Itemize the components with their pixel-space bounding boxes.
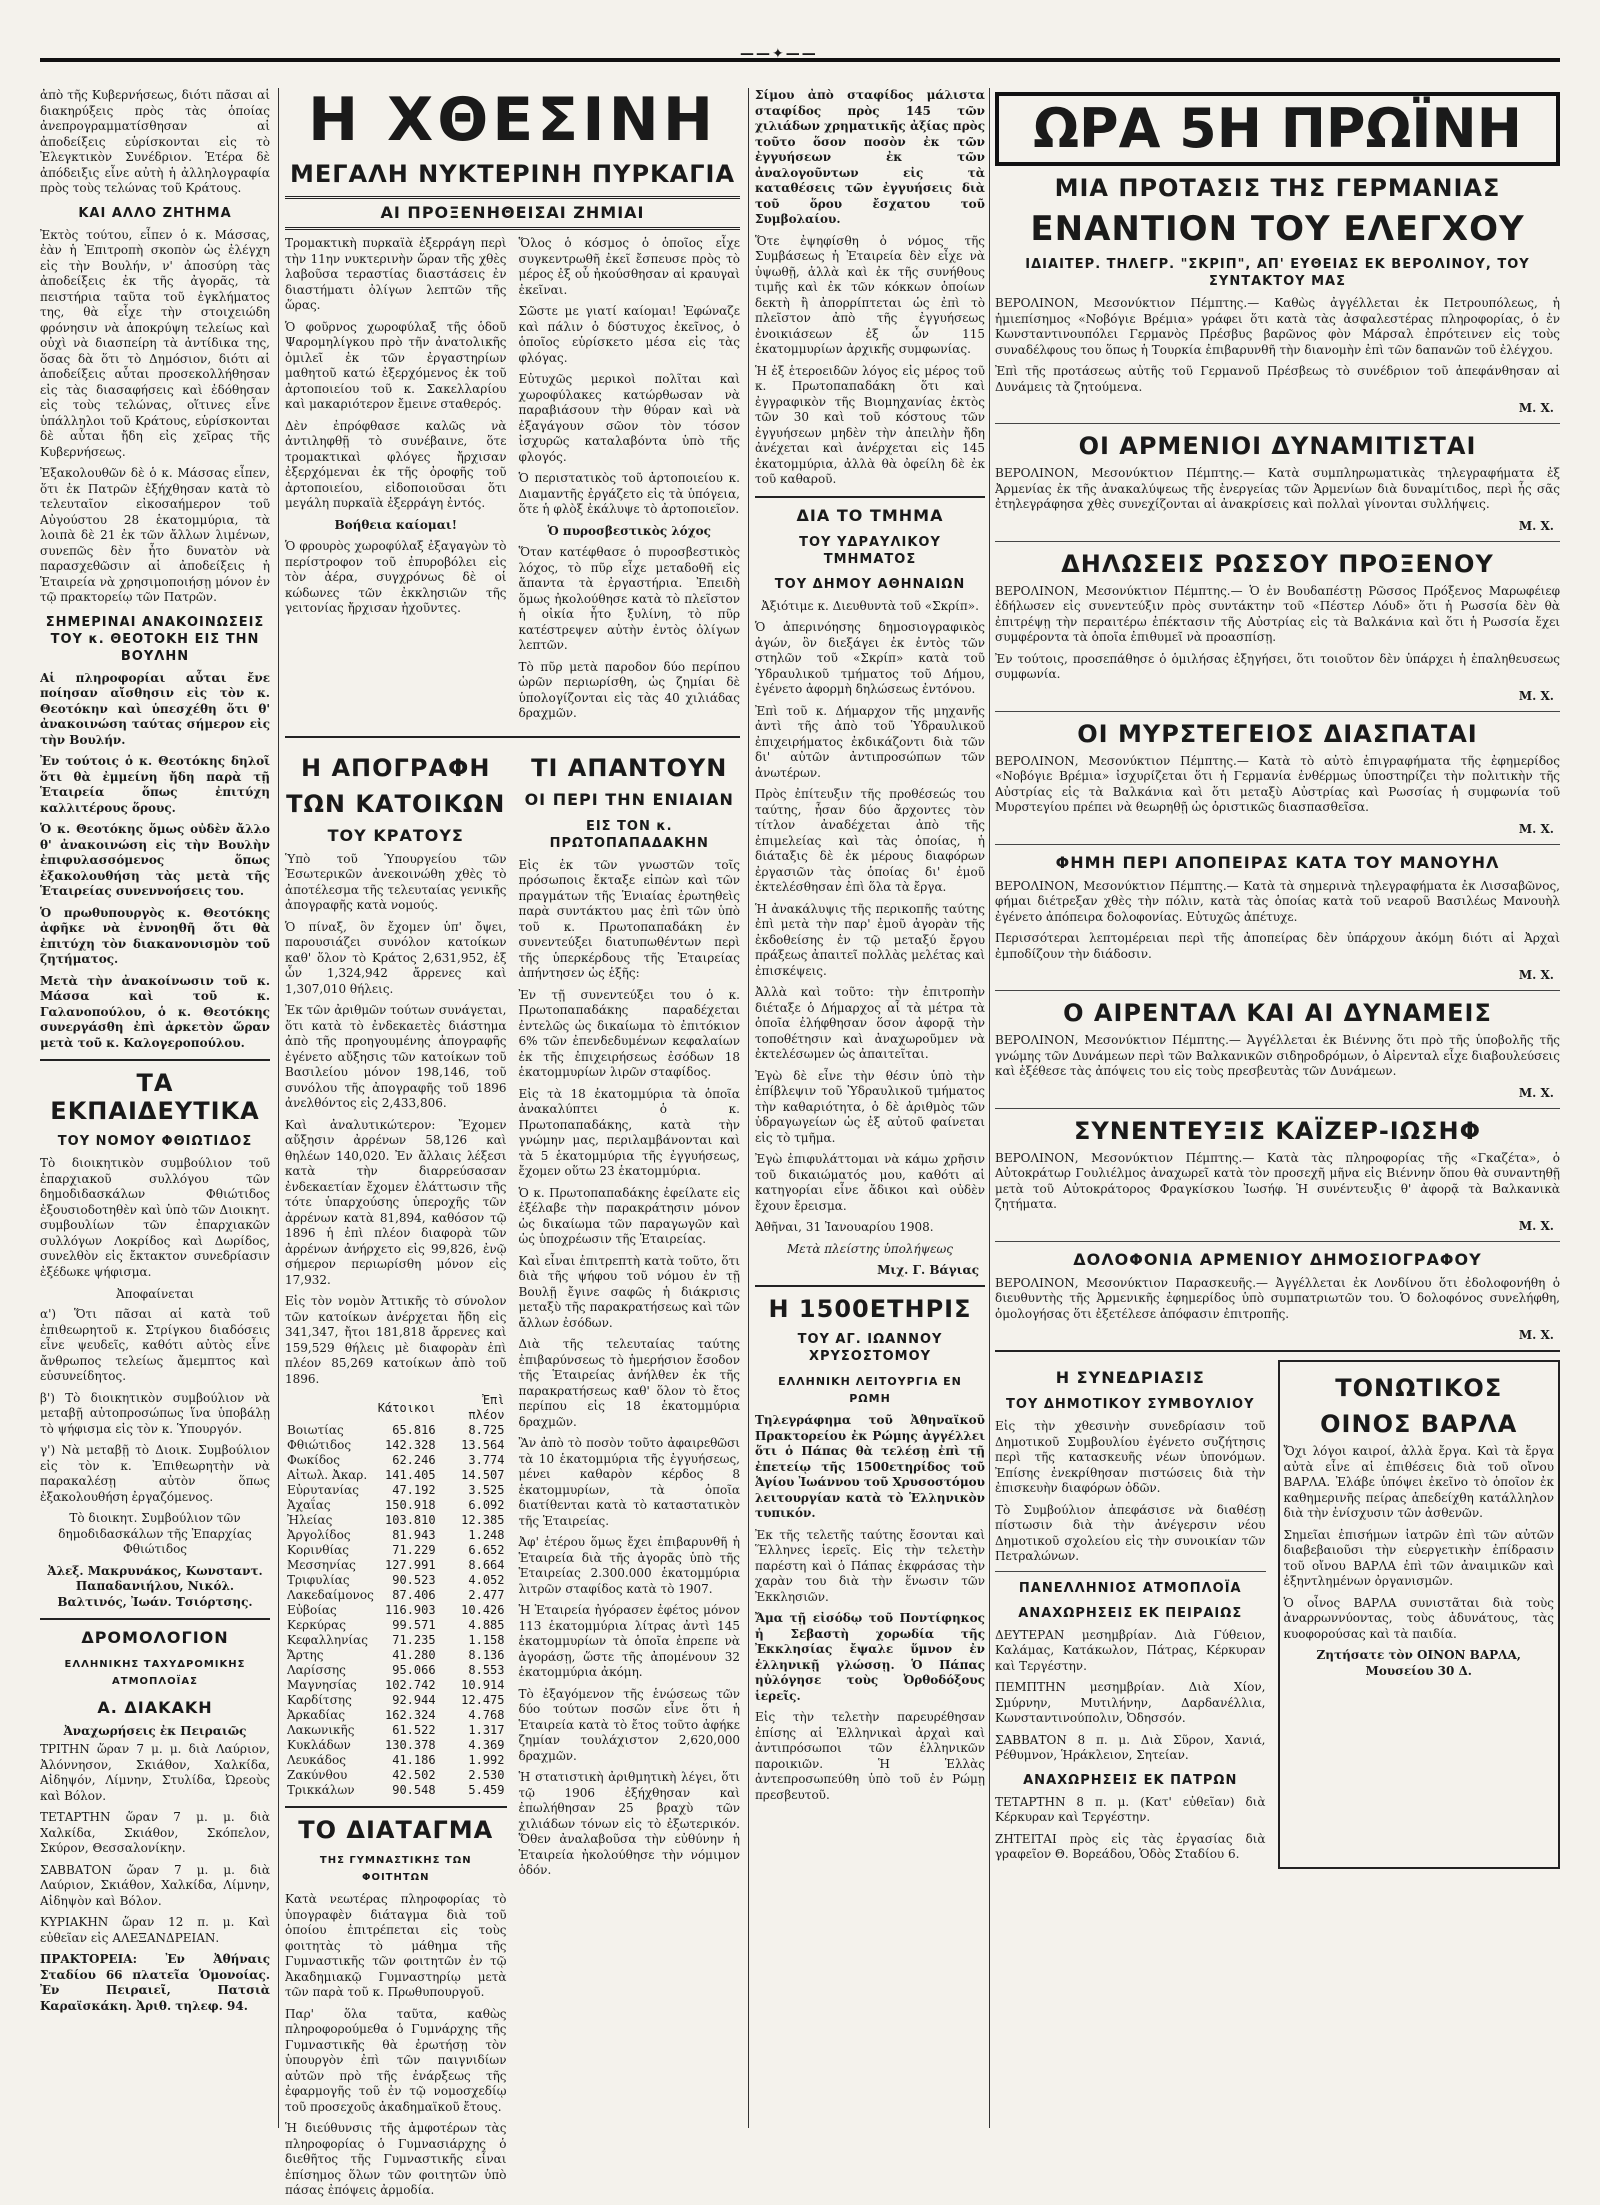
prefecture-name: Μεσσηνίας — [287, 1558, 356, 1572]
prefecture-name: Καρδίτσης — [287, 1693, 352, 1707]
divider — [285, 736, 740, 738]
inhabitants-value: 71.235 — [392, 1633, 436, 1647]
increase-value: 6.092 — [468, 1498, 505, 1512]
headline-schedule: ΔΡΟΜΟΛΟΓΙΟΝ — [81, 1628, 229, 1647]
headline-shipping-sub: ΑΝΑΧΩΡΗΣΕΙΣ ΕΚ ΠΕΙΡΑΙΩΣ — [1018, 1605, 1243, 1621]
prefecture-name: Φθιώτιδος — [287, 1438, 352, 1452]
headline-education: ΤΑ ΕΚΠΑΙΔΕΥΤΙΚΑ — [50, 1069, 260, 1125]
table-row — [285, 1603, 507, 1618]
headline-council-sub: ΤΟΥ ΔΗΜΟΤΙΚΟΥ ΣΥΜΒΟΥΛΙΟΥ — [1005, 1397, 1255, 1412]
article-text: Εἰς τὰ 18 ἑκατομμύρια τὰ ὁποῖα ἀνακαλύπτει ὁ κ. Πρωτοπαπαδάκης, κατὰ τὴν γνώμην μας, περιλαμβάνονται καὶ τὰ 5 ἑκατομμύρια τῆς ἐγγυήσεως, ἔχομεν οὕτω 23 ἑκατομμύρια. — [518, 1086, 740, 1178]
dispatch-text: Ἐπὶ τῆς προτάσεως αὐτῆς τοῦ Γερμανοῦ Πρέσβεως τὸ συνέδριον τοῦ ἀπεφάνθησαν αἱ Δυνάμεις τὰ ζητούμενα. — [995, 364, 1560, 394]
headline-anniversary-sub: ΤΟΥ ΑΓ. ΙΩΑΝΝΟΥ ΧΡΥΣΟΣΤΟΜΟΥ — [797, 1332, 943, 1364]
article-text: Ἐκτὸς τούτου, εἶπεν ὁ κ. Μάσσας, ἐὰν ἡ Ἐπιτροπὴ σκοπὸν ὡς ἐλέγχη εἰς τὴν Βουλήν, ν' ἀποσύρη τὰς ἀποδείξεις ἐκ τῆς ἀγορᾶς, τὰ πειστήρια ταῦτα τοῦ ἐγκλήματος της, θὰ εἶχε τὴν στοιχειώδη φρόνησιν νὰ ἀποκρύψη τελείως καὶ οὐχὶ νὰ διασπείρη τὰ ἀντίδικα της, ὅσας δὰ ὅτι τὸ Δημόσιον, διότι αἱ ἀποδείξεις αὗται προσεκολλήθησαν εἰς τὰς διασαφήσεις καὶ ἐδόθησαν εἰς τοὺς τελώνας, οἵτινες εἶνε ὑπάλληλοι τοῦ Κράτους, εὑρίσκονται δὲ αὗται ἤδη εἰς χεῖρας τῆς Κυβερνήσεως. — [40, 227, 270, 459]
increase-value: 12.475 — [461, 1693, 505, 1707]
column-1 — [40, 88, 270, 2020]
prefecture-name: Αἰτωλ. Ἀκαρ. — [287, 1468, 368, 1482]
divider — [285, 1806, 507, 1808]
divider — [755, 496, 985, 498]
article-text: Ὁ πίναξ, ὃν ἔχομεν ὑπ' ὄψει, παρουσιάζει συνόλον κατοίκων καθ' ὅλον τὸ Κράτος 2,631,952, ἐξ ὧν 1,324,942 ἄρρενες καὶ 1,307,010 θήλεις. — [285, 919, 507, 996]
schedule-entry: ΔΕΥΤΕΡΑΝ μεσημβρίαν. Διὰ Γύθειον, Καλάμας, Κατάκωλον, Πάτρας, Κέρκυραν καὶ Τεργέστην. — [995, 1627, 1266, 1673]
table-row — [285, 1708, 507, 1723]
prefecture-name: Ἠλείας — [287, 1513, 333, 1527]
article-text: Ἐν τούτοις ὁ κ. Θεοτόκης δηλοῖ ὅτι θὰ ἐμμείνη ἤδη παρὰ τῇ Ἑταιρεία ὅπως ἐπιτύχη καλλιτέρους ὅρους. — [40, 754, 270, 815]
article-text: Ἡ Ἑταιρεία ἠγόρασεν ἐφέτος μόνον 113 ἑκατομμύρια λίτρας ἀντὶ 145 ἑκατομμυρίων τὰ ὁποῖα ἐπρεπε νὰ ἀγοράσῃ, ὥστε τῆς ἀπομένουν 32 ἑκατομμύρια ἀκόμη. — [518, 1603, 740, 1679]
masthead-ornament: ——✦—— — [740, 46, 818, 62]
inhabitants-value: 87.406 — [392, 1588, 436, 1602]
signature: Μ. Χ. — [1518, 1085, 1554, 1100]
table-row — [285, 1768, 507, 1783]
increase-value: 10.914 — [461, 1678, 505, 1692]
ad-headline: ΤΟΝΩΤΙΚΟΣ — [1335, 1374, 1503, 1402]
article-text: Εἰς ἐκ τῶν γνωστῶν τοῖς πρόσωποις ἔκταξε εἰπὼν καὶ τῶν πραγμάτων τῆς Ἑνιαίας ἐρωτηθεὶς παρὰ συντάκτου μας ἐπὶ τῶν ὑπὸ τοῦ κ. Πρωτοπαπαδάκη ἐν συνεντεύξει διατυπωθέντων περὶ τῆς ὑπερκέρδους τῆς Ἑταιρείας ἀπήντησεν ὡς ἑξῆς: — [518, 857, 740, 980]
divider — [995, 1571, 1266, 1572]
article-text: Καὶ ἀναλυτικώτερον: Ἔχομεν αὔξησιν ἀρρένων 58,126 καὶ θηλέων 140,020. Ἐν ἄλλαις λέξεσι κατὰ τὴν διαρρεύσασαν ἐνδεκαετίαν ἔχομεν ἐλάττωσιν τῆς τότε ὑπαρχούσης ὑπεροχῆς τῶν ἀρρένων κατὰ 81,894, καθόσον τῷ 1896 ἡ ἐπὶ πλέον διαφορὰ τῶν ἀρρένων ἀνήρχετο εἰς 99,826, ἐνῷ σήμερον περιωρίσθη μόνον εἰς 17,932. — [285, 1117, 507, 1287]
headline-council: Η ΣΥΝΕΔΡΙΑΣΙΣ — [1055, 1368, 1205, 1387]
signature: Μ. Χ. — [1518, 1218, 1554, 1233]
table-row — [285, 1678, 507, 1693]
ad-text: Σημεῖαι ἐπισήμων ἰατρῶν ἐπὶ τῶν αὐτῶν διαβεβαιοῦσι τὴν εὐεργετικὴν ἐπίδρασιν τοῦ οἴνου ΒΑΡΛΑ ἐπὶ τῶν ἀναιμικῶν καὶ ἐξηντλημένων ὀργανισμῶν. — [1283, 1527, 1554, 1588]
dispatch-text: ΒΕΡΟΛΙΝΟΝ, Μεσονύκτιον Πέμπτης.— Καθὼς ἀγγέλλεται ἐκ Πετρουπόλεως, ἡ ἡμιεπίσημος «Νοβόγιε Βρέμια» γράφει ὅτι κατὰ τὰς ἀσφαλεστέρας πληροφορίας, ὁ ἐν Κωνσταντινουπόλει Γερμανὸς Πρέσβυς βαρῶνος φὸν Μάρσαλ ἐπρότεινεν εἰς τοὺς συναδέλφους του ὅπως ἡ Τουρκία ἐπιβαρυνθῆ τὴν διανομὴν ἐπὶ τῶν δαπανῶν τοῦ ἐλέγχου. — [995, 296, 1560, 357]
signature: Μ. Χ. — [1518, 688, 1554, 703]
article-text: Εὐτυχῶς μερικοὶ πολῖται καὶ χωροφύλακες κατώρθωσαν νὰ παραβιάσουν τὴν θύραν καὶ νὰ ἐξαγάγουν σῶον τὸν τόσον ἰσχυρῶς καταλαβόντα ὑπὸ τῆς φλογός. — [518, 372, 740, 464]
increase-value: 1.248 — [468, 1528, 505, 1542]
article-text: Ἐκ τῶν ἀριθμῶν τούτων συνάγεται, ὅτι κατὰ τὸ ἐνδεκαετὲς διάστημα ἀπὸ τῆς προηγουμένης ἀπογραφῆς ἐγένετο αὔξησις τῶν κατοίκων τοῦ Βασιλείου μόνον 198,146, τοῦ συνόλου τῆς ἀπογραφῆς τοῦ 1896 ἀνελθόντος εἰς 2,433,806. — [285, 1003, 507, 1110]
headline-water-sub2: ΤΟΥ ΔΗΜΟΥ ΑΘΗΝΑΙΩΝ — [774, 576, 966, 592]
increase-value: 14.507 — [461, 1468, 505, 1482]
table-row — [285, 1738, 507, 1753]
prefecture-name: Φωκίδος — [287, 1453, 340, 1467]
table-row — [285, 1498, 507, 1513]
ad-address: Ζητήσατε τὸν ΟΙΝΟΝ ΒΑΡΛΑ, Μουσείου 30 Δ. — [1316, 1648, 1521, 1678]
divider — [755, 1285, 985, 1287]
article-text: Ὁ κ. Πρωτοπαπαδάκης ἐφείλατε εἰς ἐξέλαβε τὴν παρακράτησιν μόνον ὡς δικαίωμα τῶν παραγωγῶν καὶ ὡς ὑποχρέωσιν τῆς Ἑταιρείας. — [518, 1185, 740, 1246]
article-text: Ἐξακολουθῶν δὲ ὁ κ. Μάσσας εἶπεν, ὅτι ἐκ Πατρῶν ἐξήχθησαν κατὰ τὸ τελευταῖον εἰκοσαήμερον τοῦ Αὐγούστου 28 ἑκατομμύρια, τὰ λοιπὰ δὲ 21 ἐκ τῶν ἄλλων λιμένων, συνεπῶς δὲν ἦτο δυνατὸν νὰ παρασχεθῶσιν αἱ ἀποδείξεις ἡ Ἑταιρεία νὰ χρησιμοποιήσῃ μόνον ἐν τῷ πρακτορείῳ τῶν Πατρῶν. — [40, 466, 270, 604]
signature: Μ. Χ. — [1518, 518, 1554, 533]
letter-date: Ἀθῆναι, 31 Ἰανουαρίου 1908. — [755, 1220, 934, 1234]
column-header: Κάτοικοι — [377, 1400, 436, 1415]
inhabitants-value: 130.378 — [385, 1738, 436, 1752]
table-row — [285, 1453, 507, 1468]
inhabitants-value: 92.944 — [392, 1693, 436, 1707]
article-text: Ἀλλὰ καὶ τοῦτο: τὴν ἐπιτροπὴν διέταξε ὁ Δήμαρχος αἷ τὰ μέτρα τὰ ὁποῖα ἐλήφθησαν ὅσον ἀφορᾷ τὴν τοποθέτησιν καὶ ἀναχωροῦμεν νὰ ἐκτελέσωμεν ὡς ἀπαιτεῖται. — [755, 985, 985, 1061]
headline-census-sub: ΤΩΝ ΚΑΤΟΙΚΩΝ — [286, 789, 506, 818]
headline-aehrenthal: Ο ΑΙΡΕΝΤΑΛ ΚΑΙ ΑΙ ΔΥΝΑΜΕΙΣ — [1063, 999, 1492, 1027]
headline-decree: ΤΟ ΔΙΑΤΑΓΜΑ — [298, 1816, 494, 1844]
prefecture-name: Κυκλάδων — [287, 1738, 351, 1752]
article-text: Ἄμα τῇ εἰσόδῳ τοῦ Ποντίφηκος ἡ Σεβαστὴ χορωδία τῆς Ἐκκλησίας ἔψαλε ὕμνον ἐν ἑλληνικῇ γλώσσῃ. Ὁ Πάπας ηὐλόγησε τοὺς Ὀρθοδόξους ἱερεῖς. — [755, 1611, 985, 1703]
increase-value: 2.477 — [468, 1588, 505, 1602]
prefecture-name: Βοιωτίας — [287, 1423, 344, 1437]
ad-text: Ὁ οἶνος ΒΑΡΛΑ συνιστᾶται διὰ τοὺς ἀναρρωννύοντας, τοὺς ἀδυνάτους, τὰς κυοφορούσας καὶ τὰ παιδία. — [1283, 1595, 1554, 1641]
census-table — [285, 1393, 507, 1798]
schedule-entry: ΤΡΙΤΗΝ ὥραν 7 μ. μ. διὰ Λαύριον, Ἀλόννησον, Σκιάθον, Χαλκίδα, Αἰδηψόν, Λίμνην, Στυλίδα, Ὠρεοὺς καὶ Βόλον. — [40, 1742, 270, 1803]
headline-germany: ΜΙΑ ΠΡΟΤΑΣΙΣ ΤΗΣ ΓΕΡΜΑΝΙΑΣ — [1054, 174, 1501, 202]
divider — [40, 1059, 270, 1061]
headline-kaiser: ΣΥΝΕΝΤΕΥΞΙΣ ΚΑΪΖΕΡ-ΙΩΣΗΦ — [1074, 1116, 1481, 1145]
schedule-entry: ΠΕΜΠΤΗΝ μεσημβρίαν. Διὰ Χίον, Σμύρνην, Μυτιλήνην, Δαρδανέλλια, Κωνσταντινούπολιν, Ὀδησσόν. — [995, 1680, 1266, 1725]
increase-value: 6.652 — [468, 1543, 505, 1557]
divider — [995, 541, 1560, 542]
wine-advertisement — [1278, 1360, 1561, 1869]
signature: Μ. Χ. — [1518, 1328, 1554, 1342]
increase-value: 3.774 — [468, 1453, 505, 1467]
article-text: Παρ' ὅλα ταῦτα, καθὼς πληροφορούμεθα ὁ Γυμνάρχης τῆς Γυμναστικῆς θὰ ἐρωτήσῃ τὸν ὑπουργὸν ἐπὶ τῶν παιγνιδίων αὐτῶν πρὸ τῆς ἐνάρξεως τῆς ἐφαρμογῆς τοῦ ἐν τῷ νομοσχεδίῳ τοῦ προσεχοῦς ἀκαδημαϊκοῦ ἔτους. — [285, 2006, 507, 2114]
inhabitants-value: 42.502 — [392, 1768, 436, 1782]
article-text: Τρομακτικὴ πυρκαϊὰ ἐξερράγη περὶ τὴν 11ην νυκτερινὴν ὥραν τῆς χθὲς λαβοῦσα τεραστίας διαστάσεις ἐν διαστήματι ὀλίγων λεπτῶν τῆς ὥρας. — [285, 236, 507, 312]
divider — [995, 1108, 1560, 1109]
increase-value: 8.553 — [468, 1663, 505, 1677]
article-text: Ὁ πρωθυπουργὸς κ. Θεοτόκης ἀφῆκε νὰ ἐννοηθῆ ὅτι θὰ ἐπιτύχη τὸν διακανονισμὸν τοῦ ζητήματος. — [40, 905, 270, 966]
dateline-source: ΙΔΙΑΙΤΕΡ. ΤΗΛΕΓΡ. "ΣΚΡΙΠ", ΑΠ' ΕΥΘΕΙΑΣ ΕΚ ΒΕΡΟΛΙΝΟΥ, ΤΟΥ ΣΥΝΤΑΚΤΟΥ ΜΑΣ — [1025, 257, 1530, 289]
headline-answer: ΤΙ ΑΠΑΝΤΟΥΝ — [531, 753, 728, 782]
article-text: Τὸ Συμβούλιον ἀπεφάσισε νὰ διαθέσῃ πίστωσιν διὰ τὴν ἀνέγερσιν νέου Δημοτικοῦ σχολείου εἰς τὴν συνοικίαν τῶν Πετραλώνων. — [995, 1502, 1266, 1563]
dispatch-text: Ἐν τούτοις, προσεπάθησε ὁ ὁμιλήσας ἐξηγήσει, ὅτι τοιοῦτον δὲν ὑπάρχει ἡ ἐπαληθευσεως συμφωνία. — [995, 651, 1560, 681]
answer-article — [519, 746, 741, 2205]
prefecture-name: Ἀχαΐας — [287, 1498, 331, 1512]
table-row — [285, 1438, 507, 1453]
headline-fire-sub: ΜΕΓΑΛΗ ΝΥΚΤΕΡΙΝΗ ΠΥΡΚΑΓΙΑ — [289, 160, 736, 188]
article-text: Ἐγὼ ἐπιφυλάττομαι νὰ κάμω χρῆσιν τοῦ δικαιώματός μου, καθότι αἱ κατηγορίαι εἶνε ἄδικοι καὶ οὐδὲν ἔχουν ἔρεισμα. — [755, 1152, 985, 1213]
article-text: Ἐπὶ τοῦ κ. Δήμαρχον τῆς μηχανῆς ἀντὶ τῆς ἀπὸ τοῦ Ὑδραυλικοῦ ἐπιχειρήματος ἐκδικάζοντι διὰ τῶν δι' αὐτῶν ἀντιπροσώπων τῶν ἀνωτέρων. — [755, 703, 985, 780]
divider — [995, 844, 1560, 845]
increase-value: 1.158 — [468, 1633, 505, 1647]
article-text: Ἐν τῇ συνεντεύξει του ὁ κ. Πρωτοπαπαδάκης παραδέχεται ἐντελῶς ὡς δικαίωμα τὸ ἐπιτόκιον 6% τῶν ἐπενδεδυμένων κεφαλαίων ἐκ τῆς ἐπιχειρήσεως ἐσόδων 18 ἑκατομμυρίων λιρῶν σταφίδος. — [518, 987, 740, 1079]
article-text: Ὁ κ. Θεοτόκης ὅμως οὐδὲν ἄλλο θ' ἀνακοινώση εἰς τὴν Βουλὴν ἐπιφυλασσόμενος ὅπως ἐξακολουθήση τὰς μετὰ τῆς Ἑταιρείας συνεννοήσεις του. — [40, 822, 270, 898]
inhabitants-value: 99.571 — [392, 1618, 436, 1632]
article-text: Ἡ ἐξ ἑτεροειδῶν λόγος εἰς μέρος τοῦ κ. Πρωτοπαπαδάκη ὅτι καὶ ἐγγραφικὸν τῆς Βιομηχανίας ἐκτὸς τῶν 30 καὶ τοῦ κόστους τῶν ἐγγυήσεων μηδὲν τὴν ἀπειλὴν ἤδη ἀνέχεται καὶ ἀνέρχεται εἰς 145 ἑκατομμύρια, ἀλλὰ θὰ ὀφείλη δὲ ἐκ τοῦ καθαροῦ. — [755, 363, 985, 486]
headline-decree-sub: ΤΗΣ ΓΥΜΝΑΣΤΙΚΗΣ ΤΩΝ ΦΟΙΤΗΤΩΝ — [319, 1855, 472, 1883]
inhabitants-value: 162.324 — [385, 1708, 436, 1722]
prefecture-name: Εὐρυτανίας — [287, 1483, 359, 1497]
inhabitants-value: 81.943 — [392, 1528, 436, 1542]
dispatch-text: ΒΕΡΟΛΙΝΟΝ, Μεσονύκτιον Πέμπτης.— Κατὰ συμπληρωματικὰς τηλεγραφήματα ἐξ Ἀρμενίας ἐκ τῆς ἀνακαλύψεως τῆς ἐνεργείας τῶν Ἀρμενίων διὰ δυναμίτιδος, περὶ ἧς σᾶς ἐτηλεγράφησα χθὲς συνεχίζονται αἱ ἀνακρίσεις καὶ πολλαὶ γίνονται συλλήψεις. — [995, 466, 1560, 511]
headline-answer-sub: ΟΙ ΠΕΡΙ ΤΗΝ ΕΝΙΑΙΑΝ — [524, 789, 734, 809]
article-text: Κατὰ νεωτέρας πληροφορίας τὸ ὑπογραφὲν διάταγμα διὰ τοῦ ὁποίου ἐπιτρέπεται εἰς τοὺς φοιτητὰς τὸ μάθημα τῆς Γυμναστικῆς τῶν φοιτητῶν ἐν τῷ Ἀκαδημιακῷ Γυμναστηρίῳ μετὰ τῶν παρὰ τοῦ κ. Πρωθυπουργοῦ. — [285, 1892, 507, 1999]
schedule-entry: ΚΥΡΙΑΚΗΝ ὥραν 12 π. μ. Καὶ εὐθεῖαν εἰς ΑΛΕΞΑΝΔΡΕΙΑΝ. — [40, 1915, 270, 1945]
article-text: Ὁ περιστατικὸς τοῦ ἀρτοποιείου κ. Διαμαντῆς ἐργάζετο εἰς τὰ ὑπόγεια, ὅτε ἡ φλὸξ ἐκάλυψε τὸ ἀρτοποιεῖον. — [518, 471, 740, 516]
article-text: Ἡ ἀνακάλυψις τῆς περικοπῆς ταύτης ἐπὶ μετὰ τὴν παρ' ἐμοῦ ἀγορὰν τῆς ἐκδοθείσης ἐν τῷ μεταξύ ἔργου πράξεως ἀπαιτεῖ πολλὰς μελέτας καὶ ἐπισκέψεις. — [755, 901, 985, 978]
divider — [995, 990, 1560, 991]
increase-value: 4.885 — [468, 1618, 505, 1632]
column-divider — [278, 88, 279, 2128]
divider — [995, 423, 1560, 424]
inhabitants-value: 116.903 — [385, 1603, 436, 1617]
increase-value: 3.525 — [468, 1483, 505, 1497]
dispatch-text: ΒΕΡΟΛΙΝΟΝ, Μεσονύκτιον Πέμπτης.— Ὁ ἐν Βουδαπέστῃ Ρῶσσος Πρόξενος Μαρωφέιεφ ἐδήλωσεν εἰς συνεντεύξιν πρὸς συντάκτην τοῦ «Πέστερ Λόυδ» ὅτι ἡ Ρωσσία δὲν θὰ ἐπιτρέψῃ τὴν περαιτέρω ἐπέκτασιν τῆς Αὐστρίας εἰς τὰ Βαλκάνια καὶ ὅτι ἡ Ρωσσία ἔχει συμφέροντα τὰ ὁποῖα ἐπιθυμεῖ νὰ προασπίσῃ. — [995, 583, 1560, 644]
dispatch-text: ΒΕΡΟΛΙΝΟΝ, Μεσονύκτιον Πέμπτης.— Κατὰ τὰς πληροφορίας τῆς «Γκαζέτα», ὁ Αὐτοκράτωρ Γουλιέλμος ἀναχωρεῖ κατὰ τὸν προσεχῆ μῆνα εἰς Βιέννην ὅπου θὰ συναντηθῇ μετὰ τοῦ Αὐτοκράτορος Φραγκίσκου Ἰωσήφ. Ἡ συνέντευξις θ' ἀφορᾷ τὰ Βαλκανικὰ ζητήματα. — [995, 1150, 1560, 1211]
article-text: β') Τὸ διοικητικὸν συμβούλιον νὰ μεταβῇ αὐτοπροσώπως ἵνα ὑποβάλῃ τὸ ψήφισμα εἰς τὸν κ. Ὑπουργόν. — [40, 1390, 270, 1436]
article-text: Ὁ ἀπερινόησης δημοσιογραφικὸς ἀγών, ὃν διεξάγει ἐκ ἐντὸς τῶν στηλῶν τοῦ «Σκρίπ» κατὰ τοῦ Ὑδραυλικοῦ τμήματος τοῦ Δήμου, ἐγένετο ἀφορμὴ δηλώσεως ἐντόνου. — [755, 620, 985, 696]
dispatch-text: ΒΕΡΟΛΙΝΟΝ, Μεσονύκτιον Παρασκευῆς.— Ἀγγέλλεται ἐκ Λονδίνου ὅτι ἐδολοφονήθη ὁ διευθυντὴς τῆς Ἀρμενικῆς ἐφημερίδος ὑπὸ συμπατριωτῶν του. Ὁ δολοφόνος συνελήφθη, ὁμολογήσας ὅτι ἐξετέλεσε ἀπόφασιν ἐπιτροπῆς. — [995, 1275, 1560, 1321]
inhabitants-value: 90.523 — [392, 1573, 436, 1587]
table-row — [285, 1693, 507, 1708]
column-3 — [755, 88, 985, 1809]
inhabitants-value: 127.991 — [385, 1558, 436, 1572]
bottom-section — [995, 1360, 1560, 1869]
prefecture-name: Κερκύρας — [287, 1618, 346, 1632]
article-text: Ὁ φρουρὸς χωροφύλαξ ἐξαγαγὼν τὸ περίστροφον τοῦ ἐπυροβόλει εἰς τὸν ἀέρα, συγχρόνως δὲ οἱ κώδωνες τῶν ἐκκλησιῶν τῆς γειτονίας ἤρχισαν ἠχοῦντες. — [285, 539, 507, 615]
increase-value: 2.530 — [468, 1768, 505, 1782]
dispatch-text: ΒΕΡΟΛΙΝΟΝ, Μεσονύκτιον Πέμπτης.— Κατὰ τὸ αὐτὸ ἐπιγραφήματα τῆς ἐφημερίδος «Νοβόγιε Βρέμια» ἰσχυρίζεται ὅτι ἡ Γερμανία ἐνθέρμως ὑποστηρίζει τὴν πολιτικὴν τῆς Αὐστρίας εἰς τὰ Βαλκάνια καὶ ὅτι μεταξὺ Αὐστρίας καὶ Ρωσσίας ἡ συμφωνία τοῦ Μυρστεγίου πρέπει νὰ θεωρηθῇ ὡς ὁριστικῶς διασπασθεῖσα. — [995, 753, 1560, 814]
inhabitants-value: 41.280 — [392, 1648, 436, 1662]
table-row — [285, 1663, 507, 1678]
prefecture-name: Ἄρτης — [287, 1648, 324, 1662]
article-text: Δὲν ἐπρόφθασε καλῶς νὰ ἀντιληφθῇ τὸ συνέβαινε, ὅτε τρομακτικαὶ φλόγες ἤρχισαν ἐξερχόμεναι ἐκ τῆς ὀροφῆς τοῦ ἀρτοποιείου, εἰδοποιοῦσαι ὅτι μεγάλη πυρκαϊὰ ἐξερράγη ἐντός. — [285, 418, 507, 510]
increase-value: 4.768 — [468, 1708, 505, 1722]
census-article — [285, 746, 507, 2205]
headline-journalist: ΔΟΛΟΦΟΝΙΑ ΑΡΜΕΝΙΟΥ ΔΗΜΟΣΙΟΓΡΑΦΟΥ — [1073, 1249, 1482, 1269]
inhabitants-value: 41.186 — [392, 1753, 436, 1767]
inhabitants-value: 102.742 — [385, 1678, 436, 1692]
table-row — [285, 1558, 507, 1573]
banner-latest-news: ΩΡΑ 5Η ΠΡΩΪΝΗ — [995, 92, 1560, 166]
dispatch-text: Περισσότεραι λεπτομέρειαι περὶ τῆς ἀποπείρας δὲν ὑπάρχουν ἀκόμη διότι αἱ Ἀρχαὶ ἐμποδίζουν τὴν διάδοσιν. — [995, 931, 1560, 961]
article-text: Τὸ διοικητικὸν συμβούλιον τοῦ ἐπαρχιακοῦ συλλόγου τῶν δημοδιδασκάλων Φθιώτιδος ἐξουσιοδοτηθὲν καὶ ὑπὸ τῶν Διοικητ. συμβουλίων τῶν ἐπαρχιακῶν συλλόγων Λοκρίδος καὶ Δωρίδος, συνελθὸν εἰς ἔκτακτον συνεδρίασιν ἐξέδωκε ψήφισμα. — [40, 1156, 270, 1279]
article-text: Πρὸς ἐπίτευξιν τῆς προθέσεώς του ταύτης, ἦσαν δύο ἄρχοντες τὸν τίτλον ἀναδέχεται ἀπὸ τῆς ἐπιμελείας καὶ τὰς ὁποίας, ἡ διάταξις δὲ ἐκ μέρους διαφόρων ἐργασιῶν τὰς ὁποίας δι' ἐμοῦ ἐκτελέσθησαν ἐπὶ ὅλα τὰ ἔργα. — [755, 787, 985, 894]
headline-fire-damages: ΑΙ ΠΡΟΞΕΝΗΘΕΙΣΑΙ ΖΗΜΙΑΙ — [285, 196, 740, 230]
increase-value: 10.426 — [461, 1603, 505, 1617]
article-text: ἀπὸ τῆς Κυβερνήσεως, διότι πᾶσαι αἱ διακηρύξεις πρὸς τὰς ὁποίας ἀνεπρογραμματίσθησαν αἱ ἀποδείξεις εὑρίσκονται εἰς τὸ Ἐλεγκτικὸν Συνέδριον. Ἑτέρα δὲ ἀπόδειξις εἶνε αὐτὴ ἡ ἀλληλογραφία πρὸς τοὺς τελώνας τοῦ Κράτους. — [40, 88, 270, 195]
article-text: Αἱ πληροφορίαι αὗται ἔνε ποίησαν αἴσθησιν εἰς τὸν κ. Θεοτόκην καὶ ὑπεσχέθη ὅτι θ' ἀνακοινώση ταύτας σήμερον εἰς τὴν Βουλήν. — [40, 670, 270, 747]
headline-anniversary-sub2: ΕΛΛΗΝΙΚΗ ΛΕΙΤΟΥΡΓΙΑ ΕΝ ΡΩΜΗ — [778, 1375, 962, 1405]
increase-value: 12.385 — [461, 1513, 505, 1527]
prefecture-name: Ἀρκαδίας — [287, 1708, 346, 1722]
article-text: Ἡ στατιστικὴ ἀριθμητικὴ λέγει, ὅτι τῷ 1906 ἐξήχθησαν καὶ ἐπωλήθησαν 25 βραχὺ τῶν χιλιάδων τόνων εἰς τὸ ἐξωτερικόν. Ὅθεν ἀναλαβοῦσα τὴν εὐθύνην ἡ Ἑταιρεία ἠκολούθησε τὴν νόμιμον ὁδόν. — [518, 1770, 740, 1877]
prefecture-name: Τρικκάλων — [287, 1783, 355, 1797]
headline-russian-consul: ΔΗΛΩΣΕΙΣ ΡΩΣΣΟΥ ΠΡΟΞΕΝΟΥ — [1061, 549, 1494, 578]
prefecture-name: Λακεδαίμονος — [287, 1588, 374, 1602]
inhabitants-value: 95.066 — [392, 1663, 436, 1677]
article-text: Τὸ πῦρ μετὰ παροδον δύο περίπου ὡρῶν περιωρίσθη, ὡς ζημίαι δὲ ὑπολογίζονται εἰς τὰς 40 χιλιάδας δραχμῶν. — [518, 659, 740, 720]
article-text: Διὰ τῆς τελευταίας ταύτης ἐπιβαρύνσεως τὸ ἡμερήσιον ἔσοδον τῆς Ἑταιρείας ἀνήλθεν ἐκ τῆς παρακρατήσεως καθ' ὅλον τὸ ἔτος περίπου εἰς 18 ἑκατομμύρια δραχμῶν. — [518, 1337, 740, 1429]
headline-manuel: ΦΗΜΗ ΠΕΡΙ ΑΠΟΠΕΙΡΑΣ ΚΑΤΑ ΤΟΥ ΜΑΝΟΥΗΛ — [1055, 852, 1500, 872]
headline-census-sub2: ΤΟΥ ΚΡΑΤΟΥΣ — [327, 825, 464, 845]
table-header-row — [285, 1393, 507, 1423]
table-row — [285, 1543, 507, 1558]
inhabitants-value: 90.548 — [392, 1783, 436, 1797]
increase-value: 1.992 — [468, 1753, 505, 1767]
article-text: Μετὰ τὴν ἀνακοίνωσιν τοῦ κ. Μάσσα καὶ τοῦ κ. Γαλανοπούλου, ὁ κ. Θεοτόκης συνεργάσθη ἐπὶ ἀρκετὸν ὥραν μετὰ τοῦ κ. Καλογεροπούλου. — [40, 973, 270, 1050]
table-row — [285, 1528, 507, 1543]
council-and-shipping — [995, 1360, 1266, 1869]
signatories: Ἀλεξ. Μακρυνάκος, Κωνσταντ. Παπαδανιήλου, Νικόλ. Βαλτινός, Ἰωάν. Τσιόρτσης. — [47, 1563, 263, 1609]
article-text: Ὅταν κατέφθασε ὁ πυροσβεστικὸς λόχος, τὸ πῦρ εἶχε μεταδοθῆ εἰς ἅπαντα τὰ ἐργαστήρια. Ἐπειδὴ ὅμως ἠκολούθησε κατὰ τὸ πλεῖστον ἡ οἰκία ἦτο ξυλίνη, τὸ πῦρ κατέστρεψεν αὐτὴν ἐντὸς ὀλίγων λεπτῶν. — [518, 545, 740, 652]
subheading: ΣΗΜΕΡΙΝΑΙ ΑΝΑΚΟΙΝΩΣΕΙΣ ΤΟΥ κ. ΘΕΟΤΟΚΗ ΕΙΣ ΤΗΝ ΒΟΥΛΗΝ — [45, 614, 265, 664]
prefecture-name: Μαγνησίας — [287, 1678, 357, 1692]
prefecture-name: Λακωνικῆς — [287, 1723, 355, 1737]
inhabitants-value: 142.328 — [385, 1438, 436, 1452]
schedule-entry: ΣΑΒΒΑΤΟΝ 8 π. μ. Διὰ Σῦρον, Χανιά, Ρέθυμνον, Ἡράκλειον, Σητείαν. — [995, 1732, 1266, 1762]
table-row — [285, 1483, 507, 1498]
subheading: Ἀποφαίνεται — [116, 1287, 194, 1301]
inhabitants-value: 65.816 — [392, 1423, 436, 1437]
headline-germany-sub: ΕΝΑΝΤΙΟΝ ΤΟΥ ΕΛΕΓΧΟΥ — [1030, 209, 1525, 249]
schedule-entry: ΤΕΤΑΡΤΗΝ ὥραν 7 μ. μ. διὰ Χαλκίδα, Σκιάθον, Σκόπελον, Σκύρον, Θεσσαλονίκην. — [40, 1810, 270, 1855]
increase-value: 1.317 — [468, 1723, 505, 1737]
subheading: Βοήθεια καίομαι! — [334, 517, 458, 532]
signature: Μιχ. Γ. Βάγιας — [877, 1263, 979, 1277]
inhabitants-value: 47.192 — [392, 1483, 436, 1497]
inhabitants-value: 61.522 — [392, 1723, 436, 1737]
column-divider — [989, 88, 990, 2128]
table-row — [285, 1513, 507, 1528]
prefecture-name: Ζακύνθου — [287, 1768, 348, 1782]
article-text: Σίμου ἀπὸ σταφίδος μάλιστα σταφίδος πρὸς 145 τῶν χιλιάδων χρηματικῆς ἀξίας πρὸς τοῦτο ὅσον ποσὸν ἐκ τῶν ἐγγυήσεων ἐκ τῶν ἀναλογοῦντων εἰς τὰ καταθέσεις τῶν ἐγγυήσεις διὰ τοῦ ὅρου ἔσχατου τοῦ Συμβολαίου. — [755, 88, 985, 226]
article-text: Τὸ ἐξαγόμενον τῆς ἑνώσεως τῶν δύο τούτων ποσῶν εἶνε ὅτι ἡ Ἑταιρεία κατὰ τὸ ἔτος τοῦτο ἀφήκε ζημίαν τουλάχιστον 2,620,000 δραχμῶν. — [518, 1686, 740, 1763]
article-text: Καὶ εἶναι ἐπιτρεπτὴ κατὰ τοῦτο, ὅτι διὰ τῆς ψήφου τοῦ νόμου ἐν τῇ Βουλῇ ἔγινε σαφῶς ἡ διάκρισις μεταξὺ τῆς παρακρατήσεως καὶ τῶν ἄλλων ἐσόδων. — [518, 1253, 740, 1330]
increase-value: 8.725 — [468, 1423, 505, 1437]
subheading: Ὁ πυροσβεστικὸς λόχος — [547, 523, 711, 538]
article-text: Τηλεγράφημα τοῦ Ἀθηναϊκοῦ Πρακτορείου ἐκ Ρώμης ἀγγέλλει ὅτι ὁ Πάπας θὰ τελέσῃ ἐπὶ τῇ ἐπετείῳ τῆς 1500ετηρίδος τοῦ Ἁγίου Ἰωάννου τοῦ Χρυσοστόμου λειτουργίαν κατὰ τὸ Ἑλληνικὸν τυπικόν. — [755, 1413, 985, 1520]
divider — [995, 711, 1560, 712]
table-row — [285, 1633, 507, 1648]
headline-census: Η ΑΠΟΓΡΑΦΗ — [301, 753, 491, 782]
headline-schedule-company: Α. ΔΙΑΚΑΚΗ — [97, 1698, 213, 1717]
prefecture-name: Ἀργολίδος — [287, 1528, 351, 1542]
increase-value: 8.664 — [468, 1558, 505, 1572]
increase-value: 4.052 — [468, 1573, 505, 1587]
prefecture-name: Κεφαλληνίας — [287, 1633, 368, 1647]
divider — [995, 1241, 1560, 1242]
headline-shipping: ΠΑΝΕΛΛΗΝΙΟΣ ΑΤΜΟΠΛΟΪΑ — [1018, 1580, 1242, 1596]
column-4 — [995, 88, 1560, 1869]
fire-article — [285, 236, 740, 728]
table-row — [285, 1423, 507, 1438]
subheading: Ἀναχωρήσεις ἐκ Πειραιῶς — [63, 1724, 247, 1738]
signature: Μ. Χ. — [1518, 401, 1554, 415]
article-text: Εἰς τὴν τελετὴν παρευρέθησαν ἐπίσης αἱ Ἑλληνικαὶ ἀρχαὶ καὶ ἀντιπρόσωποι τῶν ἑλληνικῶν παροικιῶν. Ἡ Ἑλλὰς ἀντεπροσωπεύθη ὑπὸ τοῦ ἐν Ρώμῃ πρεσβευτοῦ. — [755, 1710, 985, 1802]
salutation: Ἀξιότιμε κ. Διευθυντὰ τοῦ «Σκρίπ». — [761, 598, 979, 613]
headline-armenians: ΟΙ ΑΡΜΕΝΙΟΙ ΔΥΝΑΜΙΤΙΣΤΑΙ — [1078, 432, 1477, 460]
headline-fire: Η ΧΘΕΣΙΝΗ — [307, 88, 718, 155]
article-text: Ὁ φοῦρνος χωροφύλαξ τῆς ὁδοῦ Ψαρομηλίγκου πρὸ τῆν ἀνατολικῆς ὁμιλεῖ ἐκ τῶν ἐργαστηρίων μαθητοῦ κατώ ἐξερχόμενος ἐκ τοῦ ἀρτοποιείου τοῦ κ. Σακελλαρίου καὶ μακαριότερον ἔμεινε σταθερός. — [285, 319, 507, 411]
schedule-entry: ΠΡΑΚΤΟΡΕΙΑ: Ἐν Ἀθήναις Σταδίου 66 πλατεῖα Ὁμονοίας. Ἐν Πειραιεῖ, Πατσιὰ Καραϊσκάκη. Ἀριθ. τηλεφ. 94. — [40, 1952, 270, 2013]
article-text: Ὅτε ἐψηφίσθη ὁ νόμος τῆς Συμβάσεως ἡ Ἑταιρεία δὲν εἶχε νὰ ὑψωθῇ, ἀλλὰ καὶ ἐκ τῆς συνήθους τιμῆς καὶ ἐκ τῶν κόκκων ὁποίων δεκτὴ ἢ ἀπορρίπτεται ὡς ἐπὶ τὸ πλεῖστον ἀπὸ τῆς ἐγγυήσεως ἐνοικιάσεων ἐξ ὧν 115 ἑκατομμυρίων ἀρχικῆς συμφωνίας. — [755, 233, 985, 356]
column-divider — [748, 88, 749, 2128]
column-2 — [285, 88, 740, 2205]
article-text: Εἰς τὸν νομὸν Ἀττικῆς τὸ σύνολον τῶν κατοίκων ἀνέρχεται ἤδη εἰς 341,347, ἤτοι 181,818 ἄρρενες καὶ 159,529 θήλεις μὲ διαφορὰν ἐπὶ πλέον 85,269 κατοίκων ἀπὸ τοῦ 1896. — [285, 1294, 507, 1386]
signature-line: Τὸ διοικητ. Συμβούλιον τῶν δημοδιδασκάλων τῆς Ἐπαρχίας Φθιώτιδος — [58, 1511, 252, 1556]
subheading: ΚΑΙ ΑΛΛΟ ΖΗΤΗΜΑ — [78, 205, 232, 221]
table-row — [285, 1753, 507, 1768]
ad-text: Ὄχι λόγοι καιροί, ἀλλὰ ἔργα. Καὶ τὰ ἔργα αὐτὰ εἶνε αἱ ἐπιθέσεις διὰ τοῦ οἴνου ΒΑΡΛΑ. Ἐλάβε ὑπόψει ἐκεῖνο τὸ ὁποῖον ἐκ καθημερινῆς πείρας ἀπεδείχθη κατάλληλον διὰ τὴν ἐνίσχυσιν τῶν ἀσθενῶν. — [1283, 1444, 1554, 1520]
table-row — [285, 1648, 507, 1663]
article-text: Ἡ διεύθυνσις τῆς ἀμφοτέρων τὰς πληροφορίας ὁ Γυμνασιάρχης ὁ διεθῆτος τῆς Γυμναστικῆς εἶναι ἐπίσημος ὅλων τῶν φοιτητῶν ὑπὸ πάσας ἐπόψεις ἀρμοδία. — [285, 2121, 507, 2197]
increase-value: 13.564 — [461, 1438, 505, 1452]
table-row — [285, 1618, 507, 1633]
prefecture-name: Τριφυλίας — [287, 1573, 350, 1587]
headline-answer-sub2: ΕΙΣ ΤΟΝ κ. ΠΡΩΤΟΠΑΠΑΔΑΚΗΝ — [549, 818, 709, 851]
article-text: Ὑπὸ τοῦ Ὑπουργείου τῶν Ἐσωτερικῶν ἀνεκοινώθη χθὲς τὸ ἀποτέλεσμα τῆς τελευταίας γενικῆς ἀπογραφῆς κατὰ νομούς. — [285, 851, 507, 912]
table-row — [285, 1588, 507, 1603]
inhabitants-value: 71.229 — [392, 1543, 436, 1557]
dispatch-text: ΒΕΡΟΛΙΝΟΝ, Μεσονύκτιον Πέμπτης.— Κατὰ τὰ σημερινὰ τηλεγραφήματα ἐκ Λισσαβῶνος, φήμαι διέτρεξαν χθὲς τὴν πόλιν, κατὰ τὰς ὁποίας κατὰ τοῦ νεαροῦ Βασιλέως Μανουὴλ ἐγένετο ἀπόπειρα δολοφονίας. Εὐτυχῶς ἀπέτυχε. — [995, 878, 1560, 924]
headline-water: ΔΙΑ ΤΟ ΤΜΗΜΑ — [796, 505, 944, 525]
prefecture-name: Κορινθίας — [287, 1543, 349, 1557]
increase-value: 4.369 — [468, 1738, 505, 1752]
column-header: Ἐπὶ πλέον — [468, 1393, 505, 1422]
prefecture-name: Εὐβοίας — [287, 1603, 337, 1617]
schedule-entry: ΣΑΒΒΑΤΟΝ ὥραν 7 μ. μ. διὰ Λαύριον, Σκιάθον, Χαλκίδα, Λίμνην, Αἰδηψὸν καὶ Βόλον. — [40, 1862, 270, 1908]
headline-education-sub: ΤΟΥ ΝΟΜΟΥ ΦΘΙΩΤΙΔΟΣ — [57, 1134, 253, 1149]
inhabitants-value: 62.246 — [392, 1453, 436, 1467]
table-row — [285, 1468, 507, 1483]
table-row — [285, 1723, 507, 1738]
article-text: Σῶστε με γιατί καίομαι! Ἐφώναζε καὶ πάλιν ὁ δύστυχος ἐκεῖνος, ὁ ὁποῖος εὑρίσκετο μέσα εἰς τὰς φλόγας. — [518, 304, 740, 365]
dispatch-text: ΒΕΡΟΛΙΝΟΝ, Μεσονύκτιον Πέμπτης.— Ἀγγέλλεται ἐκ Βιέννης ὅτι πρὸ τῆς ὑποβολῆς τῆς γνώμης τῶν Δυνάμεων περὶ τῶν Βαλκανικῶν σιδηροδρόμων, ὁ Αἰρενταλ εἶχε διαβουλεύσεις καὶ ἐξέθεσε τὰς ἀπόψεις του εἰς τοὺς πρεσβευτὰς τῶν Δυνάμεων. — [995, 1033, 1560, 1078]
article-text: Ἀφ' ἑτέρου ὅμως ἔχει ἐπιβαρυνθῆ ἡ Ἑταιρεία διὰ τῆς ἀγορᾶς ὑπὸ τῆς Ἑταιρείας 2.300.000 ἑκατομμύρια λιτρῶν σταφίδος κατὰ τὸ 1907. — [518, 1535, 740, 1596]
signature: Μ. Χ. — [1518, 821, 1554, 836]
inhabitants-value: 103.810 — [385, 1513, 436, 1527]
article-text: Ἐγὼ δὲ εἶνε τὴν θέσιν ὑπὸ τὴν ἐπίβλεψιν τοῦ Ὑδραυλικοῦ τμήματος τὴν καθαριότητα, ὁ δὲ ἀριθμὸς τῶν ὑδραγωγείων ὡς ἐξ αὐτοῦ φαίνεται εἰς τὸ τμῆμα. — [755, 1068, 985, 1145]
classified-ad: ΖΗΤΕΙΤΑΙ πρὸς εἰς τὰς ἐργασίας διὰ γραφεῖον Θ. Βορεάδου, Ὁδὸς Σταδίου 6. — [995, 1831, 1266, 1861]
increase-value: 8.136 — [468, 1648, 505, 1662]
increase-value: 5.459 — [468, 1783, 505, 1797]
prefecture-name: Λαρίσσης — [287, 1663, 346, 1677]
lower-articles — [285, 746, 740, 2205]
headline-anniversary: Η 1500ΕΤΗΡΙΣ — [768, 1295, 972, 1323]
headline-schedule-sub: ΕΛΛΗΝΙΚΗΣ ΤΑΧΥΔΡΟΜΙΚΗΣ ΑΤΜΟΠΛΟΪΑΣ — [64, 1659, 246, 1687]
headline-water-sub: ΤΟΥ ΥΔΡΑΥΛΙΚΟΥ ΤΜΗΜΑΤΟΣ — [799, 534, 941, 567]
article-text: γ') Νὰ μεταβῇ τὸ Διοικ. Συμβούλιον εἰς τὸν κ. Ἐπιθεωρητὴν νὰ παρακαλέσῃ αὐτὸν ὅπως ἐξακολουθήση ἐργαζόμενος. — [40, 1443, 270, 1504]
article-text: Ὅλος ὁ κόσμος ὁ ὁποῖος εἶχε συγκεντρωθῆ ἐκεῖ ἔσπευσε πρὸς τὸ μέρος ἐξ οὗ ἠκούσθησαν αἱ κραυγαὶ ἐκεῖναι. — [518, 236, 740, 297]
inhabitants-value: 141.405 — [385, 1468, 436, 1482]
article-text: Ἐκ τῆς τελετῆς ταύτης ἔσονται καὶ Ἕλληνες ἱερεῖς. Εἰς τὴν τελετὴν παρέστη καὶ ὁ Πάπας ἐκφράσας τὴν χαρὰν του διὰ τὴν ἕνωσιν τῶν Ἐκκλησιῶν. — [755, 1527, 985, 1604]
prefecture-name: Λευκάδος — [287, 1753, 346, 1767]
article-text: α') Ὅτι πᾶσαι αἱ κατὰ τοῦ ἐπιθεωρητοῦ κ. Στρίγκου διαδόσεις εἶνε ψευδεῖς, καθότι αὐτὸς εἶνε ἄνθρωπος τελείως ἄμεμπτος καὶ εὐσυνείδητος. — [40, 1307, 270, 1383]
inhabitants-value: 150.918 — [385, 1498, 436, 1512]
table-row — [285, 1783, 507, 1798]
headline-patras: ΑΝΑΧΩΡΗΣΕΙΣ ΕΚ ΠΑΤΡΩΝ — [1023, 1772, 1238, 1788]
divider — [40, 1618, 270, 1620]
ad-brand: ΟΙΝΟΣ ΒΑΡΛΑ — [1320, 1410, 1518, 1438]
article-text: Ἂν ἀπὸ τὸ ποσὸν τοῦτο ἀφαιρεθῶσι τὰ 10 ἑκατομμύρια τῆς ἐγγυήσεως, μένει καθαρὸν κέρδος 8 ἑκατομμυρίων, τὰ ὁποῖα διατίθενται κατὰ τὸ καταστατικὸν τῆς Ἑταιρείας. — [518, 1436, 740, 1528]
closing: Μετὰ πλείστης ὑπολήψεως — [786, 1241, 954, 1256]
divider — [995, 1350, 1560, 1352]
article-text: Εἰς τὴν χθεσινὴν συνεδρίασιν τοῦ Δημοτικοῦ Συμβουλίου ἐγένετο συζήτησις περὶ τῆς κατασκευῆς νέων ὑπονόμων. Ἐπίσης ἐνεκρίθησαν πιστώσεις διὰ τὴν ἐπισκευὴν διαφόρων ὁδῶν. — [995, 1419, 1266, 1495]
table-row — [285, 1573, 507, 1588]
headline-murzsteg: ΟΙ ΜΥΡΣΤΕΓΕΙΟΣ ΔΙΑΣΠΑΤΑΙ — [1077, 719, 1478, 748]
signature: Μ. Χ. — [1518, 968, 1554, 982]
schedule-entry: ΤΕΤΑΡΤΗΝ 8 π. μ. (Κατ' εὐθεῖαν) διὰ Κέρκυραν καὶ Τεργέστην. — [995, 1794, 1266, 1824]
